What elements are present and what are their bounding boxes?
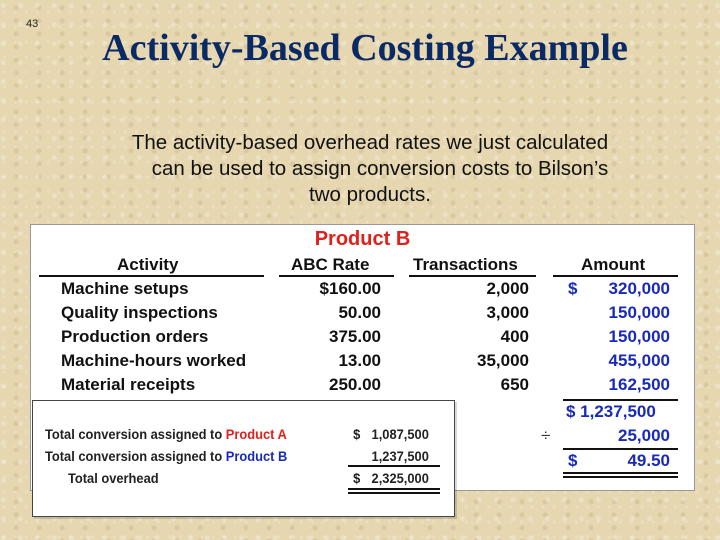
table-row <box>31 375 694 399</box>
summary-total-value: 2,325,000 <box>371 470 429 486</box>
cell-amount: 150,000 <box>608 303 670 322</box>
cell-amount: 320,000 <box>608 279 670 298</box>
cell-transactions: 650 <box>500 375 529 394</box>
conversion-summary-box <box>32 400 455 517</box>
header-underline-rate <box>279 275 394 277</box>
product-title: Product B <box>314 228 411 250</box>
header-transactions: Transactions <box>413 255 518 274</box>
subtitle-line-3: two products. <box>309 183 431 206</box>
header-amount: Amount <box>581 255 646 274</box>
summary-row-product-a <box>33 426 429 446</box>
cell-rate: 50.00 <box>338 303 381 322</box>
header-underline-activity <box>39 275 264 277</box>
slide-number: 43 <box>26 18 39 30</box>
slide-title: Activity-Based Costing Example <box>102 27 628 69</box>
summary-value: 1,237,500 <box>371 448 429 464</box>
header-underline-transactions <box>409 275 536 277</box>
table-row <box>31 303 694 327</box>
total-amount: $ 1,237,500 <box>566 402 656 421</box>
subtitle-line-1: The activity-based overhead rates we just calculated <box>131 131 609 154</box>
table-row <box>31 279 694 303</box>
cell-rate: 250.00 <box>329 375 381 394</box>
cell-activity: Machine-hours worked <box>61 351 247 370</box>
summary-product-b: Product B <box>225 448 288 464</box>
cell-rate: 13.00 <box>338 351 381 370</box>
table-row <box>31 351 694 375</box>
summary-value: 1,087,500 <box>371 426 429 442</box>
header-rate: ABC Rate <box>291 255 370 274</box>
cell-rate: 375.00 <box>329 327 381 346</box>
slide-subtitle <box>40 130 700 208</box>
summary-row-total <box>33 470 429 490</box>
per-unit-double-line-1 <box>563 472 678 474</box>
cell-transactions: 35,000 <box>477 351 529 370</box>
cell-transactions: 3,000 <box>486 303 529 322</box>
per-unit-double-line-2 <box>563 476 678 478</box>
cell-amount: 150,000 <box>608 327 670 346</box>
summary-double-line-2 <box>348 492 440 494</box>
cell-activity: Production orders <box>61 327 209 346</box>
cell-activity: Machine setups <box>61 279 189 298</box>
summary-total-label: Total overhead <box>67 470 159 486</box>
units-underline <box>563 448 678 450</box>
divide-sign: ÷ <box>541 426 551 445</box>
cell-rate: $160.00 <box>319 279 381 298</box>
units-amount: 25,000 <box>618 426 670 445</box>
subtotal-line <box>563 399 678 401</box>
summary-dollar: $ <box>353 470 361 486</box>
summary-underline <box>348 465 440 467</box>
subtitle-line-2: can be used to assign conversion costs to Bilson’s <box>151 157 609 180</box>
cell-amount: 162,500 <box>608 375 670 394</box>
summary-label: Total conversion assigned to <box>44 448 226 464</box>
summary-label: Total conversion assigned to <box>44 426 226 442</box>
per-unit-dollar: $ <box>568 451 578 470</box>
header-underline-amount <box>553 275 678 277</box>
cell-transactions: 2,000 <box>486 279 529 298</box>
cell-amount: 455,000 <box>608 351 670 370</box>
header-activity: Activity <box>117 255 179 274</box>
summary-dollar: $ <box>353 426 361 442</box>
table-row <box>31 327 694 351</box>
cell-activity: Material receipts <box>61 375 196 394</box>
cell-transactions: 400 <box>500 327 529 346</box>
cell-activity: Quality inspections <box>61 303 218 322</box>
summary-product-a: Product A <box>225 426 287 442</box>
summary-double-line-1 <box>348 488 440 490</box>
per-unit-amount: 49.50 <box>627 451 670 470</box>
cell-dollar: $ <box>568 279 578 298</box>
